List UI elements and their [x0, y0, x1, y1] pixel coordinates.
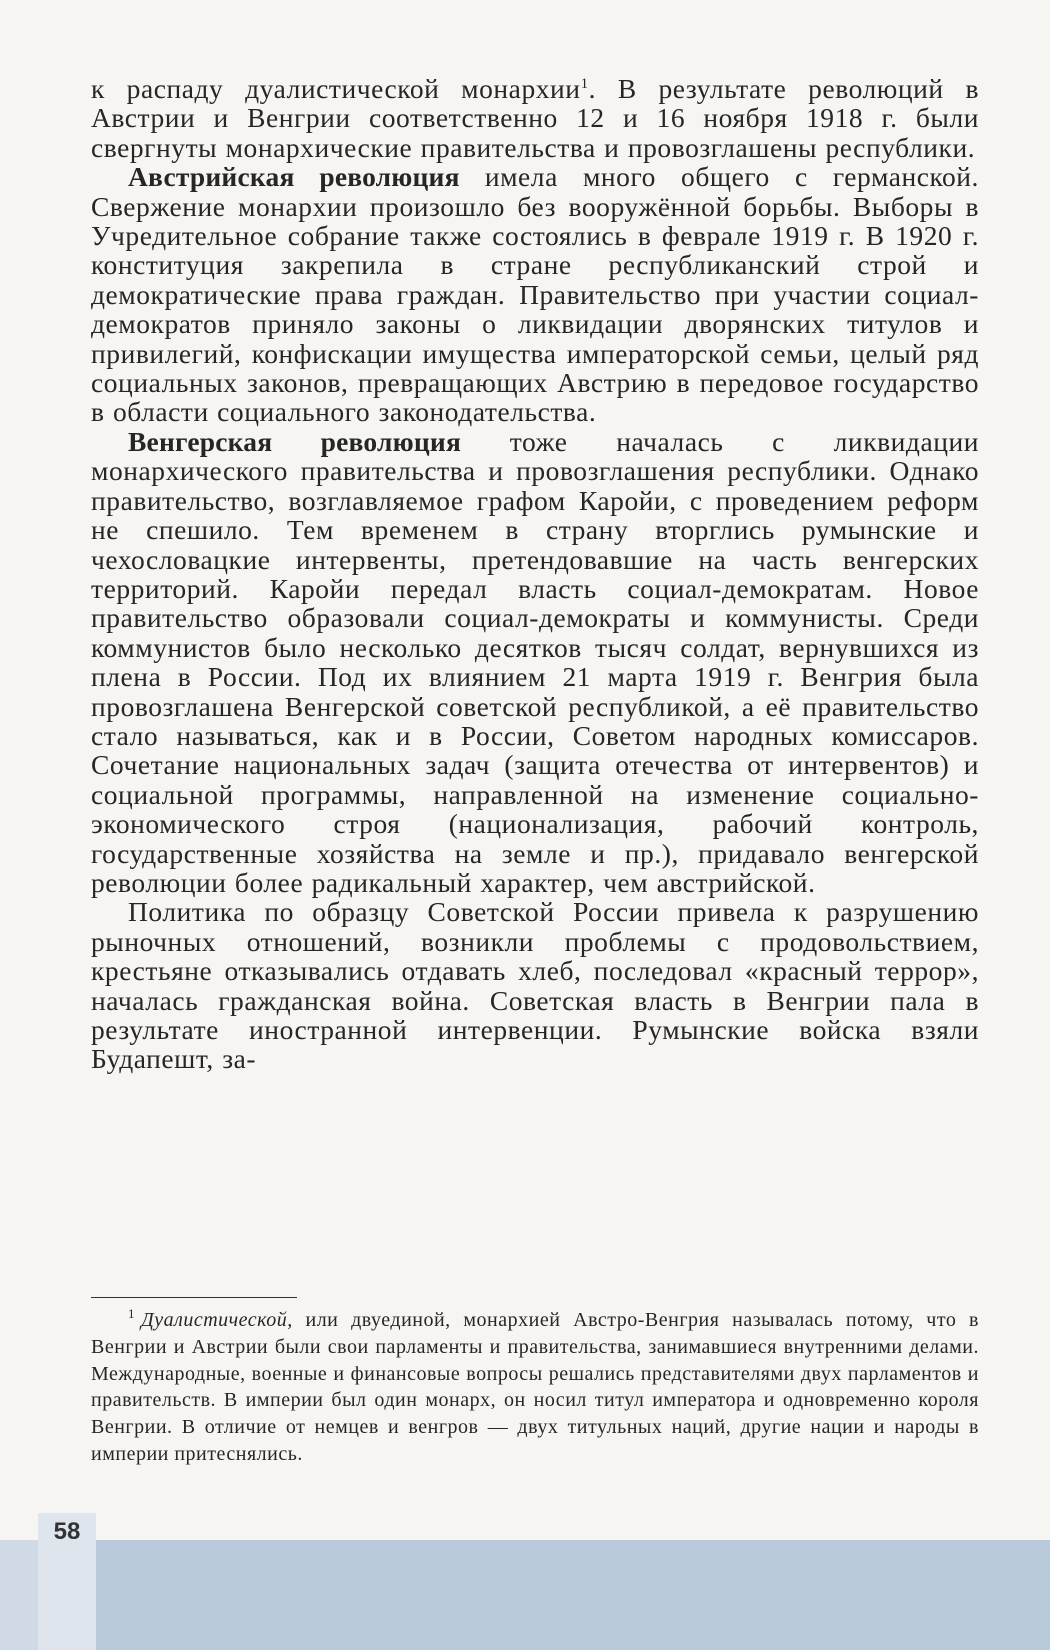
term-austrian-revolution: Австрийская революция	[128, 161, 460, 193]
footnote-divider	[91, 1297, 297, 1298]
paragraph-soviet-policy-text: Политика по образцу Советской России привела к разрушению рыночных отношений, возникли проблемы с продовольствием, крестьяне отказывались отдавать хлеб, последовал «красный террор», началась гражданская война. Советская власть в Венгрии пала в результате иностранной интервенции. Румынские войска взяли Будапешт, за-	[91, 896, 979, 1075]
bottom-band-left-strip	[0, 1540, 38, 1650]
footnote	[91, 1307, 979, 1468]
paragraph-intro-text: к распаду дуалистической монархии	[91, 73, 581, 104]
paragraph-hungarian-revolution	[91, 427, 979, 898]
paragraph-soviet-policy	[91, 897, 979, 1073]
paragraph-hungarian-text: тоже началась с ликвидации монархического правительства и провозглашения республики. Однако правительство, возглавляемое графом Каройи, с проведением реформ не спешило. Тем временем в страну вторглись румынские и чехословацкие интервенты, претендовавшие на часть венгерских территорий. Каройи передал власть социал-демократам. Новое правительство образовали социал-демократы и коммунисты. Среди коммунистов было несколько десятков тысяч солдат, вернувшихся из плена в России. Под их влиянием 21 марта 1919 г. Венгрия была провозглашена Венгерской советской республикой, а её правительство стало называться, как и в России, Советом народных комиссаров. Сочетание национальных задач (защита отечества от интервентов) и социальной программы, направленной на изменение социально-экономического строя (национализация, рабочий контроль, государственные хозяйства на земле и пр.), придавало венгерской революции более радикальный характер, чем австрийской.	[91, 425, 980, 898]
main-text	[91, 74, 979, 1074]
footnote-marker: 1	[128, 1306, 135, 1322]
term-hungarian-revolution: Венгерская революция	[128, 425, 462, 457]
paragraph-intro	[91, 74, 979, 162]
footnote-text: или двуединой, монархией Австро-Венгрия называлась потому, что в Венгрии и Австрии были свои парламенты и правительства, занимавшиеся внутренними делами. Международные, военные и финансовые вопросы решались представителями двух парламентов и правительств. В империи был один монарх, он носил титул императора и одновременно короля Венгрии. В отличие от немцев и венгров — двух титульных наций, другие нации и народы в империи притеснялись.	[91, 1309, 979, 1465]
paragraph-austrian-revolution	[91, 162, 979, 427]
bottom-color-band	[0, 1540, 1050, 1650]
footnote-term: Дуалистической,	[141, 1309, 293, 1331]
page-number: 58	[53, 1518, 81, 1545]
footnote-reference: 1	[580, 75, 589, 92]
paragraph-intro-text-after: . В результате революций в Австрии и Венгрии соответственно 12 и 16 ноября 1918 г. были свергнуты монархические правительства и провозглашены республики.	[91, 73, 979, 163]
paragraph-austrian-text: имела много общего с германской. Свержение монархии произошло без вооружённой борьбы. Выборы в Учредительное собрание также состоялись в феврале 1919 г. В 1920 г. конституция закрепила в стране республиканский строй и демократические права граждан. Правительство при участии социал-демократов приняло законы о ликвидации дворянских титулов и привилегий, конфискации имущества императорской семьи, целый ряд социальных законов, превращающих Австрию в передовое государство в области социального законодательства.	[91, 161, 979, 428]
